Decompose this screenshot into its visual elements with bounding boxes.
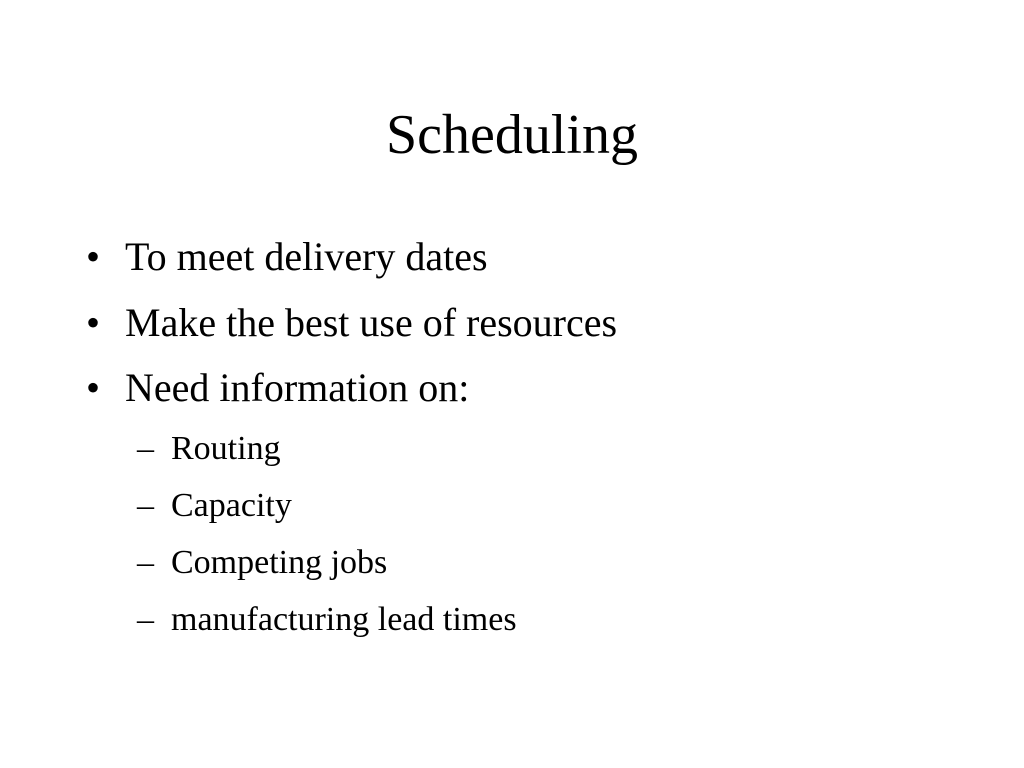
bullet-mark: • — [86, 365, 101, 410]
sub-bullet-text: manufacturing lead times — [171, 601, 517, 638]
sub-bullet-text: Routing — [171, 430, 281, 467]
bullet-text: To meet delivery dates — [125, 234, 488, 279]
sub-bullet-mark: – — [137, 601, 154, 638]
bullet-text: Need information on: — [125, 365, 470, 410]
sub-bullet-mark: – — [137, 544, 154, 581]
sub-bullet-mark: – — [137, 487, 154, 524]
bullet-mark: • — [86, 234, 101, 279]
bullet-text: Make the best use of resources — [125, 300, 618, 345]
sub-bullet-text: Capacity — [171, 487, 292, 524]
sub-bullet-mark: – — [137, 430, 154, 467]
slide-title: Scheduling — [386, 104, 638, 166]
sub-bullet-text: Competing jobs — [171, 544, 388, 581]
bullet-mark: • — [86, 300, 101, 345]
